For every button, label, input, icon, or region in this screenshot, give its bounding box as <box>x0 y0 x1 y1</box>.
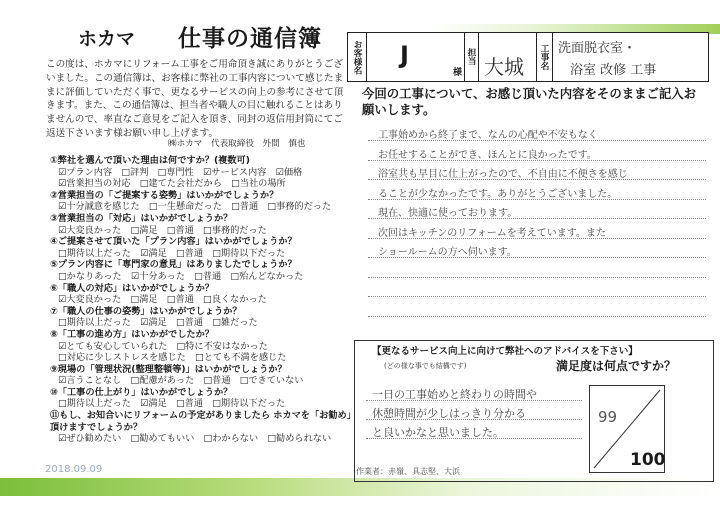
workers-note: 作業者：赤嶺、具志堅、大浜 <box>356 467 460 476</box>
ruled-line <box>368 277 706 278</box>
question-8-options: ☑とても安心していられた □特に不安はなかった <box>58 340 268 352</box>
customer-name-cell <box>366 33 452 81</box>
question-7-options: □期待以上だった ☑満足 □普通 □雑だった <box>58 317 258 329</box>
question-5: ⑤プラン内容に「専門家の意見」はありましたでしょうか？ <box>50 259 297 271</box>
question-6: ⑥「職人の対応」はいかがでしょうか？ <box>50 282 214 294</box>
feedback-line: 現在、快適に使っております。 <box>378 208 518 219</box>
customer-name-value: J <box>400 41 409 69</box>
ruled-line <box>368 316 706 317</box>
intro-text: この度は、ホカマにリフォーム工事をご用命頂き誠にありがとうございました。この通信簿は、お客様に弊社の工事内容について感じたままに評価していただく事で、更なるサービスの向上の参考にさせて頂きます。また、この通信簿は、担当者や職人の目に触れることはありませんので、率直なご意見をご記入を頂き、同封の返信用封筒にてご返送下さいます様お願い申し上げます。 <box>46 59 344 139</box>
question-2-options: ☑十分誠意を感じた □一生懸命だった □普通 □事務的だった <box>58 201 332 213</box>
work-label: 工事名 <box>536 33 553 81</box>
question-1-options: ☑営業担当の対応 □建てた会社だから □当社の場所 <box>58 178 286 190</box>
score-max: 100 <box>630 450 666 470</box>
question-4-options: □期待以上だった ☑満足 □普通 □期待以下だった <box>58 247 286 259</box>
question-4: ④ご提案させて頂いた「プラン内容」はいかがでしょうか？ <box>50 236 297 248</box>
ruled-line <box>366 400 582 401</box>
feedback-line: ショールームの方へ伺います。 <box>378 247 517 258</box>
question-11: ⑪もし、お知合いにリフォームの予定がありましたら ホカマを「お勧め」頂けますでしょうか？ <box>50 410 356 433</box>
question-7: ⑦「職人の仕事の姿勢」はいかがでしょうか？ <box>50 305 242 317</box>
question-3: ③営業担当の「対応」はいかがでしょうか？ <box>50 212 233 224</box>
question-9: ⑨現場の「管理状況(整理整頓等)」はいかがでしょうか？ <box>50 363 287 375</box>
feedback-line: 次回はキッチンのリフォームを考えています。また <box>378 227 606 239</box>
question-3-options: ☑大変良かった □満足 □普通 □事務的だった <box>58 224 267 236</box>
customer-name-label: お客様名 <box>348 33 367 81</box>
ruled-line <box>366 419 582 420</box>
question-1-options: ☑プラン内容 □評判 □専門性 ☑サービス内容 ☑価格 <box>58 166 303 178</box>
question-9-options: ☑言うことなし □配慮があった □普通 □できていない <box>58 375 304 387</box>
question-1: ①弊社を選んで頂いた理由は何ですか？(複数可) <box>50 155 250 166</box>
date-stamp: 2018.09.09 <box>45 464 103 475</box>
feedback-line: ることが少なかったです。ありがとうございました。 <box>378 188 618 200</box>
customer-header-box <box>347 32 709 82</box>
staff-cell <box>478 33 537 81</box>
survey-questions <box>50 155 360 445</box>
advice-title: 【更なるサービス向上に向けて弊社へのアドバイスを下さい】 <box>372 346 638 357</box>
signer: ㈱ホカマ 代表取締役 外間 慎也 <box>168 139 306 149</box>
score-value: 99 <box>598 408 618 426</box>
feedback-prompt: 今回の工事について、お感じ頂いた内容をそのままご記入お願いします。 <box>362 86 697 117</box>
score-label: 満足度は何点ですか？ <box>556 359 677 373</box>
feedback-line: 浴室共も早目に仕上がったので、不自由に不便さを感じ <box>378 169 628 180</box>
staff-value: 大城 <box>484 55 524 79</box>
question-8-options: □対応に少しストレスを感じた □とても不満を感じた <box>58 352 287 364</box>
ruled-line <box>366 438 582 439</box>
ruled-line <box>368 296 706 297</box>
feedback-line: 工事始めから終了まで、なんの心配や不安もなく <box>378 130 598 141</box>
advice-line: 一日の工事始めと終わりの時間や <box>372 388 537 401</box>
question-10: ⑩「工事の仕上がり」はいかがでしょうか？ <box>50 386 233 398</box>
question-2: ②営業担当の「ご提案する姿勢」はいかがでしょうか？ <box>50 189 279 201</box>
work-value-line-2: 浴室 改修 工事 <box>570 63 657 78</box>
question-11-options: ☑ぜひ勧めたい □勧めてもいい □わからない □勧められない <box>58 433 332 445</box>
advice-line: 休憩時間が少しはっきり分かる <box>372 407 526 420</box>
honorific: 様 <box>453 68 463 78</box>
score-box <box>589 385 665 473</box>
work-value-line-1: 洗面脱衣室・ <box>558 41 637 56</box>
question-6-options: ☑大変良かった □満足 □普通 □良くなかった <box>58 294 267 306</box>
page-title: 仕事の通信簿 <box>178 26 322 52</box>
brand-name: ホカマ <box>78 28 136 50</box>
staff-label: 担当 <box>464 33 479 81</box>
feedback-line: お任せすることができ、ほんとに良かったです。 <box>378 149 597 161</box>
question-10-options: □期待以上だった ☑満足 □普通 □期待以下だった <box>58 398 286 410</box>
question-5-options: □かなりあった ☑十分あった □普通 □殆んどなかった <box>58 270 304 282</box>
question-8: ⑧「工事の進め方」はいかがでしたか？ <box>50 328 214 340</box>
advice-line: と良いかなと思いました。 <box>372 426 504 439</box>
advice-note: (どの様な事でも結構です) <box>384 362 467 370</box>
